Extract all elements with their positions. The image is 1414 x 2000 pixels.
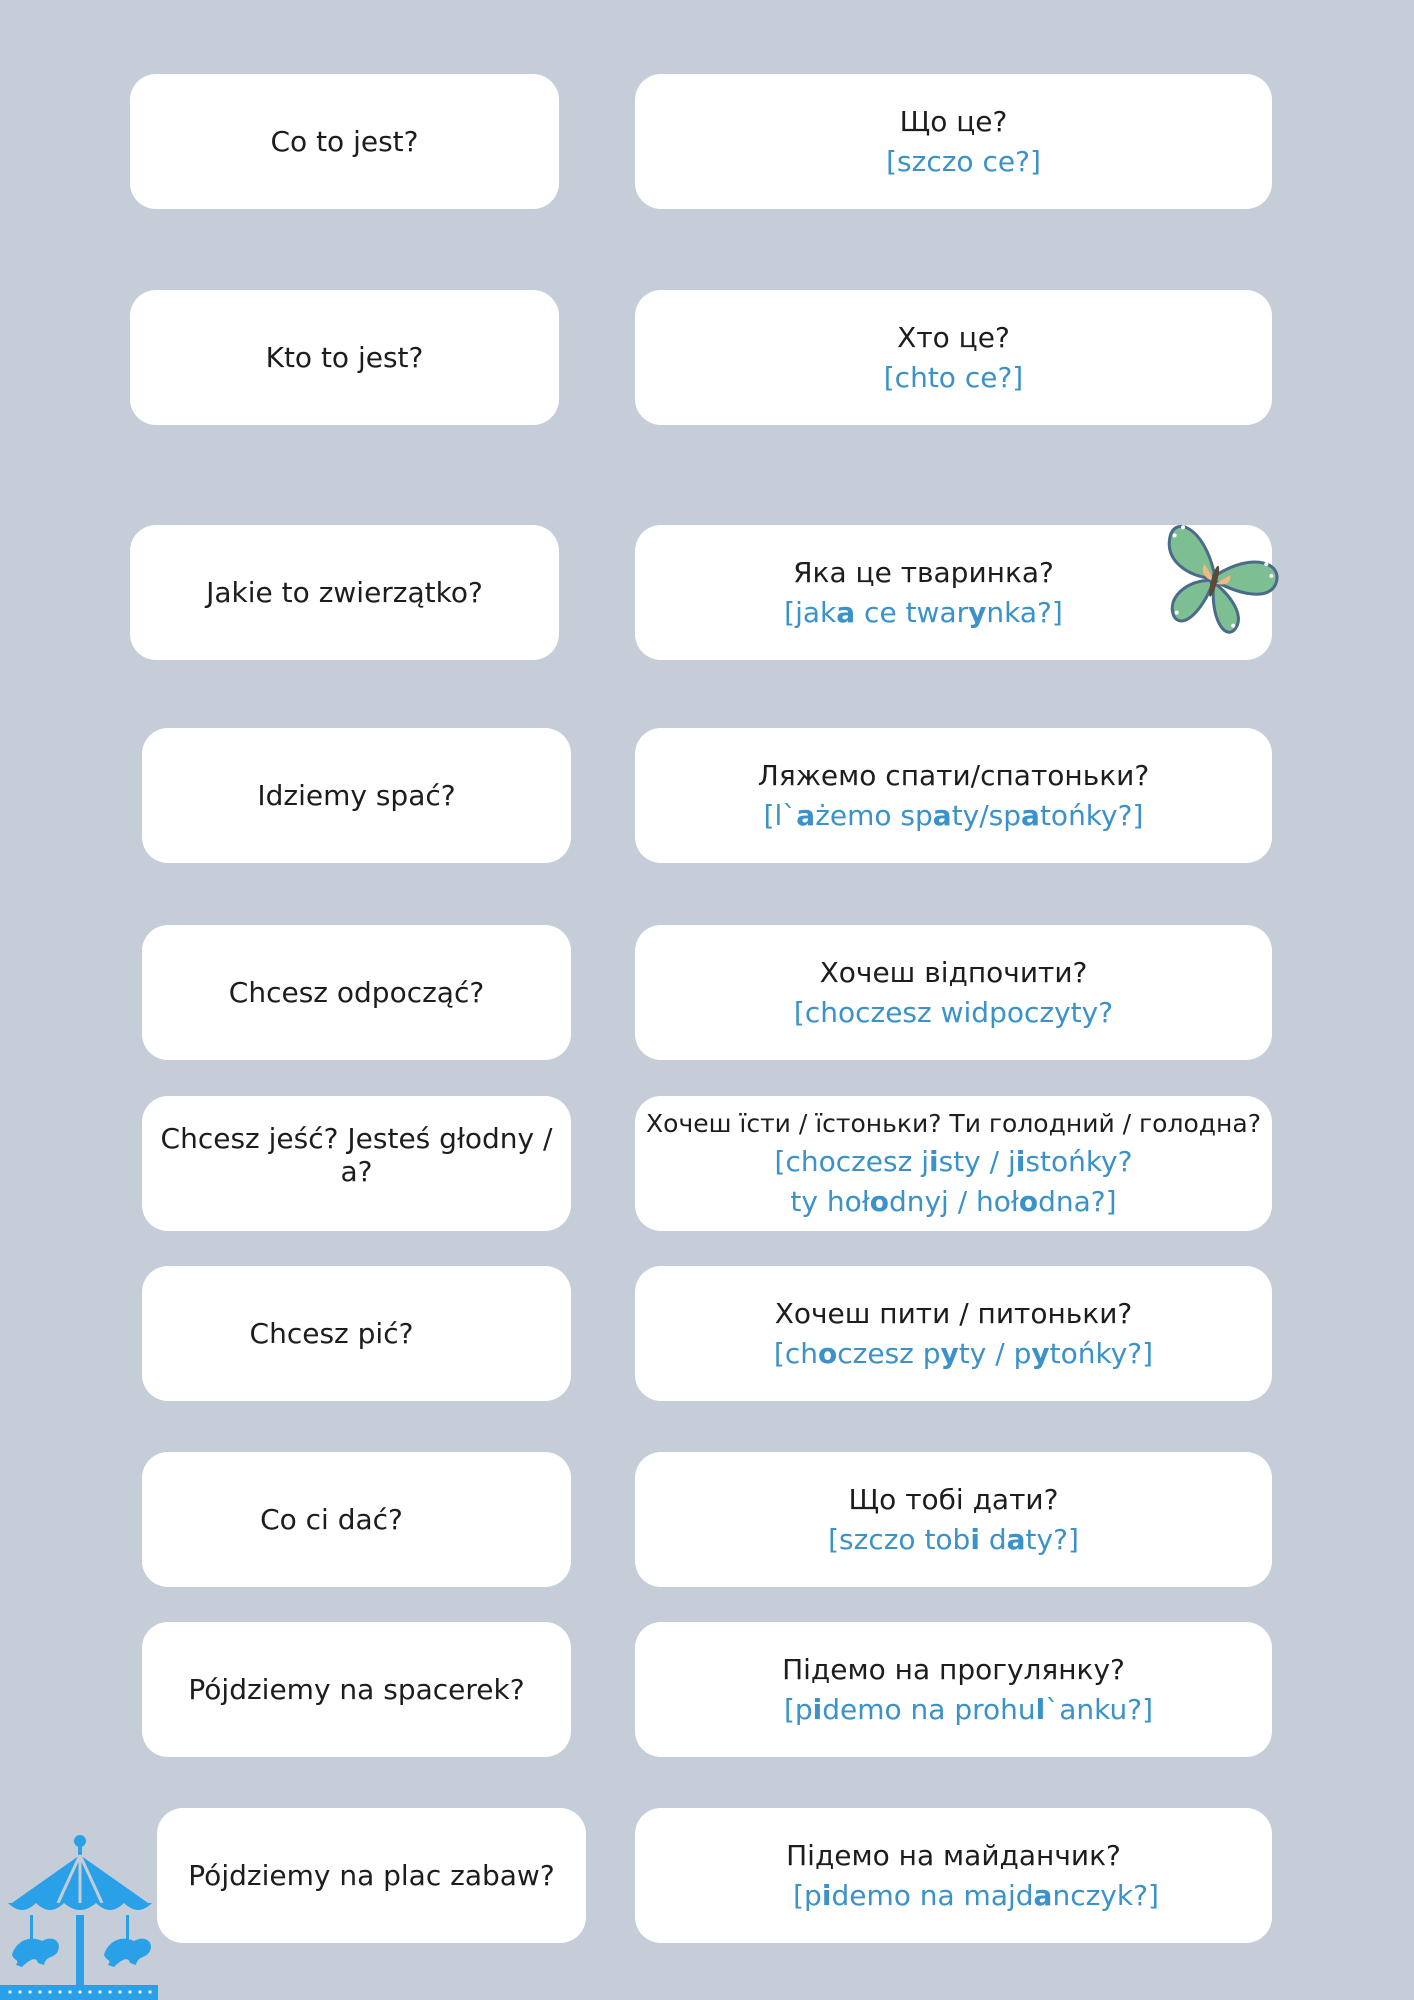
- ukrainian-card-4: [635, 728, 1272, 863]
- transcription: [jaka ce twarynka?]: [784, 595, 1063, 629]
- transcription-line-2: ty hołodnyj / hołodna?]: [790, 1184, 1117, 1218]
- ukrainian-card-1: [635, 74, 1272, 209]
- polish-phrase: Co to jest?: [270, 125, 419, 158]
- polish-phrase: Jakie to zwierzątko?: [206, 576, 483, 609]
- polish-card-10: [157, 1808, 586, 1943]
- ukrainian-phrase: Хто це?: [897, 320, 1010, 354]
- ukrainian-card-8: [635, 1452, 1272, 1587]
- polish-card-3: [130, 525, 559, 660]
- transcription: [l`ażemo spaty/spatońky?]: [763, 798, 1144, 832]
- transcription: [choczesz jisty / jistońky?: [774, 1144, 1133, 1178]
- transcription: [pidemo na prohul`anku?]: [783, 1692, 1154, 1726]
- polish-phrase: Chcesz jeść? Jesteś głodny / a?: [160, 1122, 553, 1188]
- ukrainian-phrase: Ляжемо спати/спатоньки?: [757, 758, 1150, 792]
- ukrainian-phrase: Що тобі дати?: [848, 1482, 1059, 1516]
- transcription: [szczo tobi daty?]: [828, 1522, 1079, 1556]
- ukrainian-phrase: Що це?: [899, 104, 1008, 138]
- ukrainian-phrase: Хочеш відпочити?: [819, 955, 1088, 989]
- polish-phrase: Kto to jest?: [265, 341, 424, 374]
- transcription: [choczesz widpoczyty?: [793, 995, 1114, 1029]
- polish-card-8: [142, 1452, 571, 1587]
- ukrainian-phrase: Хочеш їсти / їстоньки? Ти голодний / голодна?: [646, 1108, 1261, 1138]
- polish-card-7: [142, 1266, 571, 1401]
- ukrainian-card-5: [635, 925, 1272, 1060]
- polish-card-2: [130, 290, 559, 425]
- polish-phrase: Chcesz pić?: [249, 1317, 414, 1350]
- polish-card-4: [142, 728, 571, 863]
- ukrainian-card-2: [635, 290, 1272, 425]
- polish-phrase: Co ci dać?: [260, 1503, 403, 1536]
- ukrainian-phrase: Хочеш пити / питоньки?: [774, 1296, 1133, 1330]
- transcription: [pidemo na majdanczyk?]: [793, 1878, 1159, 1912]
- polish-card-5: [142, 925, 571, 1060]
- ukrainian-phrase: Яка це тваринка?: [793, 555, 1054, 589]
- polish-phrase: Pójdziemy na plac zabaw?: [188, 1859, 555, 1892]
- ukrainian-card-6: [635, 1096, 1272, 1231]
- polish-phrase: Idziemy spać?: [257, 779, 456, 812]
- ukrainian-card-10: [635, 1808, 1272, 1943]
- polish-phrase: Pójdziemy na spacerek?: [188, 1673, 525, 1706]
- polish-card-9: [142, 1622, 571, 1757]
- transcription: [chto ce?]: [883, 360, 1024, 394]
- polish-card-1: [130, 74, 559, 209]
- transcription: [choczesz pyty / pytońky?]: [773, 1336, 1154, 1370]
- ukrainian-card-7: [635, 1266, 1272, 1401]
- transcription: [szczo ce?]: [886, 144, 1041, 178]
- polish-card-6: [142, 1096, 571, 1231]
- ukrainian-phrase: Підемо на прогулянку?: [782, 1652, 1125, 1686]
- butterfly-icon: [1150, 522, 1285, 642]
- ukrainian-card-9: [635, 1622, 1272, 1757]
- polish-phrase: Chcesz odpocząć?: [228, 976, 485, 1009]
- ukrainian-phrase: Підемо на майданчик?: [786, 1838, 1121, 1872]
- carousel-icon: [0, 1835, 160, 2000]
